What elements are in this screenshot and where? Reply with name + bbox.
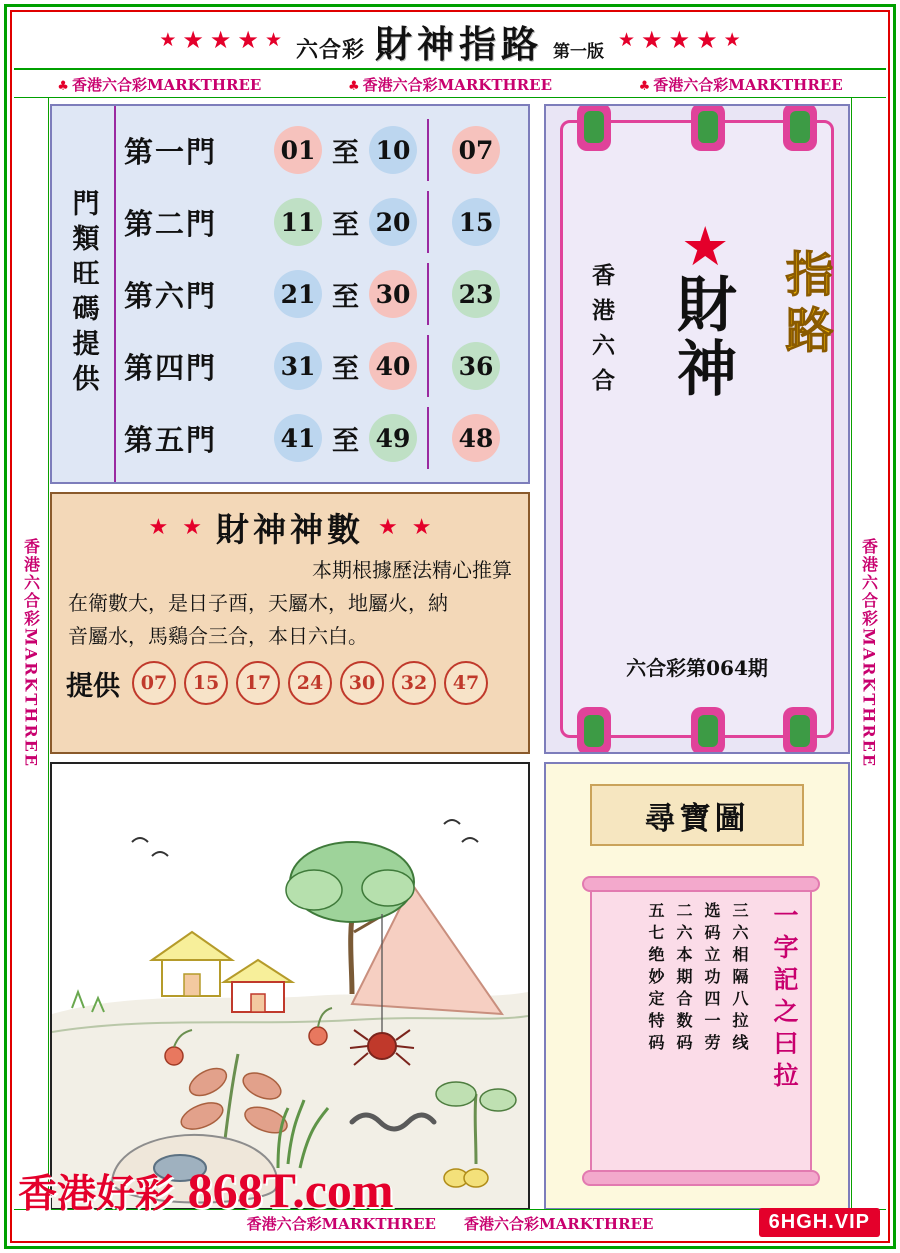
poster-accent-text: 指路 bbox=[777, 249, 833, 361]
column-divider bbox=[427, 191, 429, 253]
gate-range-from: 41 bbox=[274, 414, 322, 462]
page-header bbox=[14, 14, 886, 70]
star-icon: ★ bbox=[237, 27, 259, 54]
star-icon: ★ bbox=[668, 27, 691, 54]
star-icon: ★ bbox=[182, 27, 204, 54]
column-divider bbox=[427, 335, 429, 397]
star-icon: ★ bbox=[148, 514, 169, 539]
marquee-item bbox=[639, 74, 843, 95]
side-band-left-text: 香港六合彩MARKTHREE bbox=[21, 537, 41, 769]
poster-hk-text: 香港六合 bbox=[588, 263, 615, 403]
divine-body-line-1: 本期根據歷法精心推算 bbox=[312, 558, 512, 582]
treasure-title: 尋寶圖 bbox=[644, 800, 750, 837]
gate-range-from: 31 bbox=[274, 342, 322, 390]
riddle-illustration bbox=[52, 764, 528, 1208]
gate-range-to: 20 bbox=[369, 198, 417, 246]
treasure-panel bbox=[544, 762, 850, 1210]
gate-range-from: 11 bbox=[274, 198, 322, 246]
star-icon: ★ bbox=[264, 30, 282, 51]
star-icon: ★ bbox=[723, 30, 741, 51]
scroll-big-column: 一字記之曰拉 bbox=[770, 902, 799, 1094]
gate-pick-cell bbox=[439, 270, 513, 318]
gate-name: 第五門 bbox=[124, 422, 218, 457]
gate-pick-cell bbox=[439, 126, 513, 174]
title-edition: 第一版 bbox=[553, 42, 604, 62]
star-icon: ★ bbox=[378, 514, 398, 539]
table-row bbox=[116, 335, 528, 397]
column-divider bbox=[427, 407, 429, 469]
header-stars-left bbox=[159, 29, 282, 53]
range-separator: 至 bbox=[332, 209, 359, 241]
divine-number: 07 bbox=[132, 661, 176, 705]
divine-panel-body bbox=[66, 552, 514, 653]
column-divider bbox=[427, 263, 429, 325]
side-band-right-text: 香港六合彩MARKTHREE bbox=[859, 537, 879, 769]
clover-icon: ♣ bbox=[638, 79, 651, 94]
divine-numbers-panel bbox=[50, 492, 530, 754]
scroll-column: 三六相隔八拉线 bbox=[730, 902, 749, 1056]
gate-pick-cell bbox=[439, 198, 513, 246]
content-area bbox=[50, 100, 850, 1210]
gates-label-text: 門類旺碼提供 bbox=[67, 189, 99, 399]
divine-number: 15 bbox=[184, 661, 228, 705]
divine-body-line-3: 音屬水，馬鷄合三合，本日六白。 bbox=[68, 624, 368, 648]
scroll-column: 选码立功四一劳 bbox=[702, 902, 721, 1056]
gates-panel-label bbox=[52, 106, 116, 482]
star-icon: ★ bbox=[618, 30, 636, 51]
gate-pick: 48 bbox=[452, 414, 500, 462]
star-icon: ★ bbox=[696, 27, 718, 54]
star-icon: ★ bbox=[182, 514, 202, 539]
divine-numbers-row bbox=[66, 661, 514, 705]
marquee-item bbox=[348, 74, 552, 95]
gate-range-from: 21 bbox=[274, 270, 322, 318]
header-stars-right bbox=[618, 29, 741, 53]
star-icon: ★ bbox=[681, 217, 730, 277]
scroll-column: 五七绝妙定特码 bbox=[646, 902, 665, 1056]
scroll-graphic bbox=[590, 884, 812, 1178]
bottom-marquee-item: 香港六合彩MARKTHREE bbox=[464, 1215, 654, 1233]
range-separator: 至 bbox=[332, 353, 359, 385]
marquee-text: 香港六合彩MARKTHREE bbox=[71, 76, 262, 94]
gate-pick-cell bbox=[439, 342, 513, 390]
divine-number: 32 bbox=[392, 661, 436, 705]
title-subtitle: 六合彩 bbox=[295, 37, 365, 63]
gate-pick-cell bbox=[439, 414, 513, 462]
marquee-text: 香港六合彩MARKTHREE bbox=[362, 76, 553, 94]
table-row bbox=[116, 119, 528, 181]
table-row bbox=[116, 407, 528, 469]
bottom-marquee-item: 香港六合彩MARKTHREE bbox=[246, 1215, 436, 1233]
divine-number: 24 bbox=[288, 661, 332, 705]
range-separator: 至 bbox=[332, 137, 359, 169]
gate-range-from: 01 bbox=[274, 126, 322, 174]
poster-content bbox=[563, 123, 831, 735]
gates-panel bbox=[50, 104, 530, 484]
gate-range-to: 49 bbox=[369, 414, 417, 462]
watermark-left bbox=[18, 1161, 394, 1219]
table-row bbox=[116, 191, 528, 253]
poster-main-text: 財神 bbox=[667, 273, 737, 401]
star-icon: ★ bbox=[159, 30, 177, 51]
gate-name: 第二門 bbox=[124, 206, 218, 241]
treasure-title-box bbox=[590, 784, 804, 846]
watermark-domain: 868T.com bbox=[187, 1162, 394, 1218]
star-icon: ★ bbox=[641, 27, 663, 54]
divine-number: 47 bbox=[444, 661, 488, 705]
gate-pick: 15 bbox=[452, 198, 500, 246]
poster-border bbox=[560, 120, 834, 738]
poster-issue-label: 六合彩第064期 bbox=[626, 656, 768, 680]
title-main: 財神指路 bbox=[375, 22, 543, 66]
provide-label: 提供 bbox=[66, 670, 120, 702]
range-separator: 至 bbox=[332, 281, 359, 313]
watermark-badge: 6HGH.VIP bbox=[759, 1208, 880, 1237]
divine-panel-header bbox=[66, 502, 514, 552]
gate-pick: 23 bbox=[452, 270, 500, 318]
divine-panel-title: 財神神數 bbox=[216, 509, 364, 549]
gate-range-to: 30 bbox=[369, 270, 417, 318]
gate-name: 第四門 bbox=[124, 350, 218, 385]
column-divider bbox=[427, 119, 429, 181]
page-title bbox=[296, 14, 604, 68]
gate-range-to: 10 bbox=[369, 126, 417, 174]
poster-panel bbox=[544, 104, 850, 754]
star-icon: ★ bbox=[411, 514, 432, 539]
range-separator: 至 bbox=[332, 425, 359, 457]
marquee-text: 香港六合彩MARKTHREE bbox=[653, 76, 843, 94]
gate-range-to: 40 bbox=[369, 342, 417, 390]
divine-number: 17 bbox=[236, 661, 280, 705]
clover-icon: ♣ bbox=[347, 79, 360, 94]
divine-body-line-2: 在衛數大，是日子酉，天屬木，地屬火，納 bbox=[68, 591, 448, 615]
scroll-column: 二六本期合数码 bbox=[674, 902, 693, 1056]
gate-pick: 07 bbox=[452, 126, 500, 174]
side-band-left bbox=[14, 98, 49, 1208]
clover-icon: ♣ bbox=[57, 79, 69, 94]
gate-name: 第六門 bbox=[124, 278, 218, 313]
star-icon: ★ bbox=[209, 27, 232, 54]
watermark-brand: 香港好彩 bbox=[18, 1171, 175, 1217]
gate-name: 第一門 bbox=[124, 134, 218, 169]
gates-rows bbox=[116, 106, 528, 482]
table-row bbox=[116, 263, 528, 325]
marquee-item bbox=[57, 74, 261, 95]
gate-pick: 36 bbox=[452, 342, 500, 390]
scroll-columns bbox=[600, 902, 802, 1160]
illustration-panel bbox=[50, 762, 530, 1210]
marquee-strip bbox=[14, 72, 886, 98]
side-band-right bbox=[851, 98, 886, 1208]
divine-number: 30 bbox=[340, 661, 384, 705]
